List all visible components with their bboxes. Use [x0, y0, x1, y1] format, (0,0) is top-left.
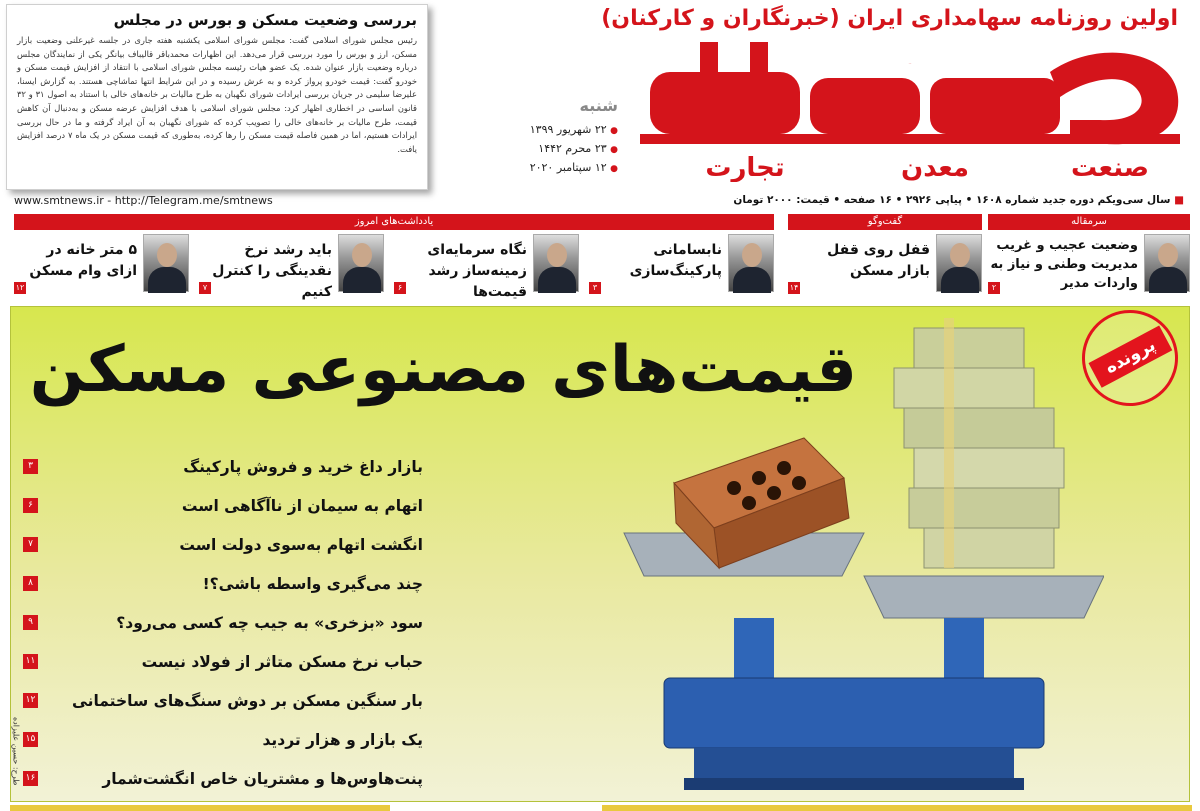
- weekday: شنبه: [579, 96, 618, 115]
- feature-headline[interactable]: قیمت‌های مصنوعی مسکن: [29, 333, 857, 407]
- section-interview: گفت‌وگو: [788, 214, 982, 230]
- interview-title: قفل روی قفل بازار مسکن: [827, 242, 930, 279]
- section-notes: یادداشت‌های امروز: [14, 214, 774, 230]
- issue-info: ■ سال سی‌ویکم دوره جدید شماره ۱۶۰۸ • پیاپی ۲۹۲۶ • ۱۶ صفحه • قیمت: ۲۰۰۰ تومان: [733, 194, 1184, 206]
- editorial-author-photo: [1144, 234, 1190, 292]
- interview-column: [788, 234, 982, 296]
- interview-photo: [936, 234, 982, 292]
- design-credit: طرح: حسین علیزاده: [11, 716, 21, 786]
- feature-headline-item[interactable]: ۱۱ حباب نرخ مسکن متاثر از فولاد نیست: [23, 642, 423, 681]
- note-title: ۵ متر خانه در ازای وام مسکن: [29, 242, 137, 279]
- feature-headline-item[interactable]: ۳ بازار داغ خرید و فروش پارکینگ: [23, 447, 423, 486]
- masthead-tagline: اولین روزنامه سهامداری ایران (خبرنگاران و کارکنان): [601, 6, 1178, 31]
- date-hijri: ● ۲۳ محرم ۱۴۴۲: [538, 142, 618, 155]
- logo-word-2: معدن: [901, 153, 969, 182]
- money-stack-icon: [894, 318, 1064, 568]
- date-jalali: ● ۲۲ شهریور ۱۳۹۹: [529, 123, 618, 136]
- note-title: باید رشد نرخ نقدینگی را کنترل کنیم: [212, 242, 332, 300]
- top-news-box: [6, 4, 428, 190]
- feature-headline-item[interactable]: ۸ چند می‌گیری واسطه باشی؟!: [23, 564, 423, 603]
- feature-headline-item[interactable]: ۷ انگشت اتهام به‌سوی دولت است: [23, 525, 423, 564]
- note-author-photo: [338, 234, 384, 292]
- note-author-photo: [533, 234, 579, 292]
- logo-title: صمت: [908, 64, 912, 65]
- feature-headline-item[interactable]: ۱۶ پنت‌هاوس‌ها و مشتریان خاص انگشت‌شمار: [23, 759, 423, 798]
- feature-headline-item[interactable]: ۹ سود «بزخری» به جیب چه کسی می‌رود؟: [23, 603, 423, 642]
- note-page: ۱۲: [15, 283, 25, 292]
- section-editorial: سرمقاله: [988, 214, 1190, 230]
- note-item[interactable]: [394, 234, 579, 300]
- editorial-page: ۲: [988, 282, 1000, 294]
- bottom-strip: [0, 802, 1200, 811]
- note-author-photo: [728, 234, 774, 292]
- editorial-title: وضعیت عجیب و غریب مدیریت وطنی و نیاز به واردات مدیر: [990, 238, 1138, 291]
- interview-page: ۱۴: [789, 283, 799, 292]
- note-item[interactable]: [14, 234, 189, 296]
- editorial-column: [988, 234, 1190, 296]
- notes-column: [14, 234, 774, 300]
- stamp-label: پرونده: [1089, 326, 1173, 388]
- date-gregorian: ● ۱۲ سپتامبر ۲۰۲۰: [529, 161, 618, 174]
- note-page: ۶: [394, 282, 406, 294]
- logo-word-3: تجارت: [705, 153, 785, 182]
- logo-word-1: صنعت: [1071, 153, 1149, 182]
- note-title: نگاه سرمایه‌ای زمینه‌ساز رشد قیمت‌ها: [427, 242, 527, 300]
- note-page: ۳: [589, 282, 601, 294]
- feature-headline-item[interactable]: ۶ اتهام به سیمان از ناآگاهی است: [23, 486, 423, 525]
- note-page: ۷: [199, 282, 211, 294]
- web-links: www.smtnews.ir - http://Telegram.me/smtnews: [14, 194, 273, 207]
- note-title: نابسامانی پارکینگ‌سازی: [629, 242, 722, 279]
- note-item[interactable]: [589, 234, 774, 296]
- feature-headline-item[interactable]: ۱۵ یک بازار و هزار تردید: [23, 720, 423, 759]
- interview-item[interactable]: [788, 234, 982, 296]
- date-block: [500, 96, 618, 178]
- note-author-photo: [143, 234, 189, 292]
- editorial-item[interactable]: [988, 234, 1190, 296]
- feature-headlines: [23, 447, 423, 798]
- scale-icon: [664, 618, 1044, 790]
- scale-illustration: [614, 318, 1104, 810]
- newspaper-logo: [630, 42, 1190, 182]
- note-item[interactable]: [199, 234, 384, 300]
- top-news-title: بررسی وضعیت مسکن و بورس در مجلس: [113, 11, 417, 29]
- feature-headline-item[interactable]: ۱۲ بار سنگین مسکن بر دوش سنگ‌های ساختمانی: [23, 681, 423, 720]
- top-news-body: رئیس مجلس شورای اسلامی گفت: مجلس شورای اسلامی یکشنبه هفته جاری در جلسه غیرعلنی وضعیت بازار مسکن، ارز و بورس را مورد بررسی قرار می‌دهد. این اظهارات محمدباقر قالیباف بیانگر یکی از نمایندگان مجلس درباره وضعیت بازار عنوان شده. یک عضو هیات رئیسه مجلس شورای اسلامی با انتقاد از افزایش قیمت مسکن و خودرو گفت: قیمت خودرو پرواز کرده و به عرش رسیده و در این شرایط انتها تماشاچی هستند. به گزارش ایسنا، علیرضا سلیمی در جریان بررسی ایرادات شورای نگهبان به طرح مالیات بر خانه‌های خالی با استناد به اصول ۳۱ و ۳۲ قانون اساسی در اخطاری اظهار کرد: مجلس شورای اسلامی با هدف افزایش عرضه مسکن و به‌دنبال آن کاهش قیمت، طرح مالیات بر خانه‌های خالی را تصویب کرده که شورای نگهبان به آن ایراد گرفته و ما در حال بررسی ایرادات هستیم، اما در همین فاصله قیمت مسکن را رها کرده، به‌طوری که قیمت مسکن در یک ماه ۷ درصد افزایش یافت.: [17, 35, 417, 154]
